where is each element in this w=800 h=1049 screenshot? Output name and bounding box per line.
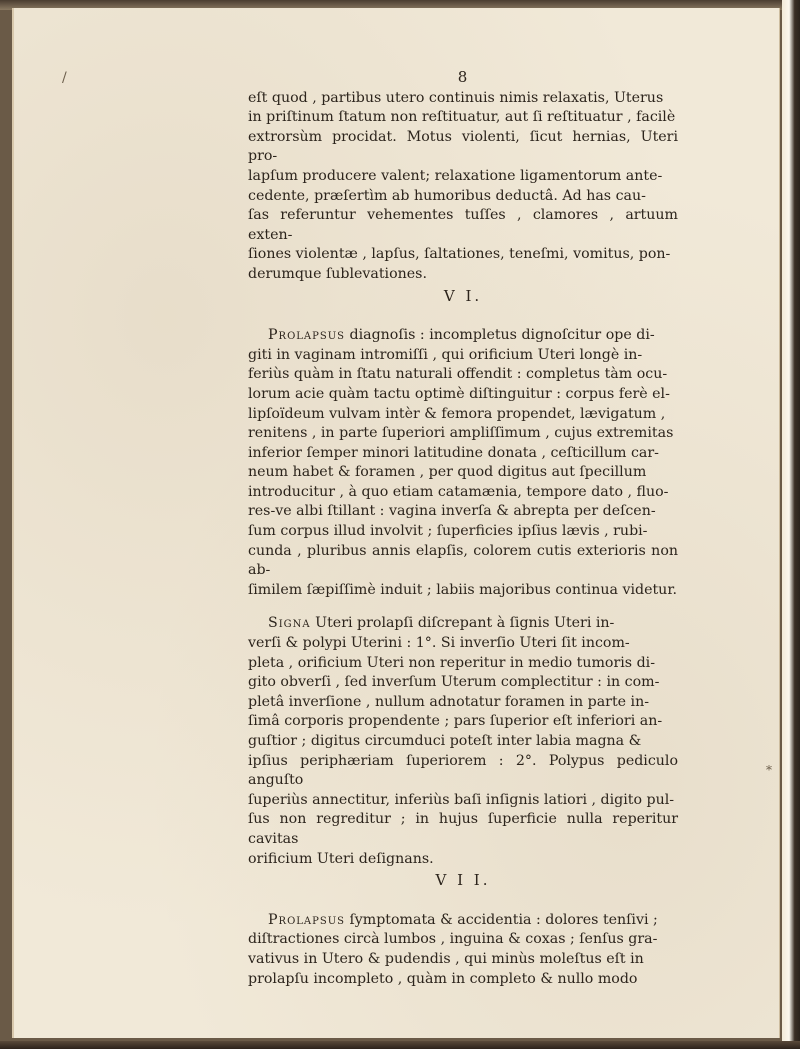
margin-pencil-mark: / (62, 70, 67, 86)
sections-container (248, 287, 678, 990)
text-line: res-ve albi ſtillant : vagina inverſa & abrepta per deſcen- (248, 503, 656, 520)
section-paragraph (248, 326, 678, 600)
text-line: diſtractiones circà lumbos , inguina & coxas ; ſenſus gra- (248, 931, 658, 948)
text-line: ipſius periphæriam ſuperiorem : 2°. Polypus pediculo anguſto (248, 752, 678, 789)
text-line: ſas referuntur vehementes tuſſes , clamores , artuum exten- (248, 207, 678, 243)
section-paragraph (248, 911, 678, 989)
paragraph-opening (248, 89, 678, 285)
text-line: vativus in Utero & pudendis , qui minùs moleſtus eſt in (248, 950, 644, 967)
text-line: ſus non regreditur ; in hujus ſuperficie nulla reperitur cavitas (248, 811, 678, 847)
text-line: giti in vaginam intromiſſi , qui orificium Uteri longè in- (248, 346, 643, 363)
text-line: pletâ inverſione , nullum adnotatur foramen in parte in- (248, 693, 650, 710)
scan-edge-right (782, 0, 800, 1049)
text-line: verſi & polypi Uterini : 1°. Si inverſio Uteri ſit incom- (248, 635, 630, 652)
text-line: Prolapsus ſymptomata & accidentia : dolores tenſivi ; (268, 911, 658, 928)
paragraph-gap (248, 600, 678, 614)
page-text (248, 68, 678, 989)
text-line: lipſoïdeum vulvam intèr & femora propendet, lævigatum , (248, 405, 666, 422)
text-line: Prolapsus diagnoſis : incompletus dignoſcitur ope di- (268, 327, 655, 344)
text-line: guſtior ; digitus circumduci poteſt inter labia magna & (248, 733, 642, 749)
text-line: inferior ſemper minori latitudine donata , ceſticillum car- (248, 444, 659, 461)
text-line: feriùs quàm in ſtatu naturali offendit : completus tàm ocu- (248, 366, 668, 383)
text-line: derumque ſublevationes. (248, 265, 427, 282)
section-heading: V I I. (435, 871, 491, 890)
text-line: renitens , in parte ſuperiori ampliſſimum , cujus extremitas (248, 425, 674, 442)
text-line: neum habet & foramen , per quod digitus aut ſpecillum (248, 464, 647, 481)
text-line: in priſtinum ſtatum non reſtituatur, aut ſi reſtituatur , facilè (248, 109, 676, 126)
text-line: ſuperiùs annectitur, inferiùs baſi inſignis latiori , digito pul- (248, 791, 675, 808)
section-lead-word: Prolapsus (268, 327, 345, 344)
text-line: cedente, præſertìm ab humoribus deductâ. Ad has cau- (248, 187, 646, 204)
page-number: 8 (457, 68, 469, 86)
text-line: gito obverſi , ſed inverſum Uterum complectitur : in com- (248, 674, 660, 691)
text-line: cunda , pluribus annis elapſis, colorem cutis exterioris non ab- (248, 542, 678, 579)
text-line: ſum corpus illud involvit ; ſuperficies ipſius lævis , rubi- (248, 523, 648, 540)
text-line: orificium Uteri deſignans. (248, 850, 434, 867)
scan-edge-bottom (0, 1041, 800, 1049)
margin-ink-mark: * (766, 763, 772, 777)
text-line: prolapſu incompleto , quàm in completo & nullo modo (248, 970, 638, 987)
text-line: ſimâ corporis propendente ; pars ſuperior eſt inferiori an- (248, 713, 663, 730)
text-line: extrorsùm procidat. Motus violenti, ſicut hernias, Uteri pro- (248, 128, 678, 165)
text-line: ſiones violentæ , lapſus, ſaltationes, teneſmi, vomitus, pon- (248, 246, 671, 263)
section-lead-word: Prolapsus (268, 911, 345, 928)
book-page (12, 8, 780, 1038)
section-lead-word: Signa (268, 615, 311, 632)
text-line: introducitur , à quo etiam catamænia, tempore dato , fluo- (248, 483, 669, 500)
text-line: lorum acie quàm tactu optimè diſtinguitur : corpus ferè el- (248, 385, 670, 402)
text-line: Signa Uteri prolapſi diſcrepant à ſignis Uteri in- (268, 615, 615, 632)
text-line: pleta , orificium Uteri non reperitur in medio tumoris di- (248, 654, 655, 671)
section-paragraph (248, 614, 678, 869)
text-line: lapſum producere valent; relaxatione ligamentorum ante- (248, 167, 663, 184)
text-line: ſimilem ſæpiſſimè induit ; labiis majoribus continua videtur. (248, 581, 678, 598)
text-line: eſt quod , partibus utero continuis nimis relaxatis, Uterus (248, 89, 664, 106)
section-heading: V I. (443, 286, 483, 305)
